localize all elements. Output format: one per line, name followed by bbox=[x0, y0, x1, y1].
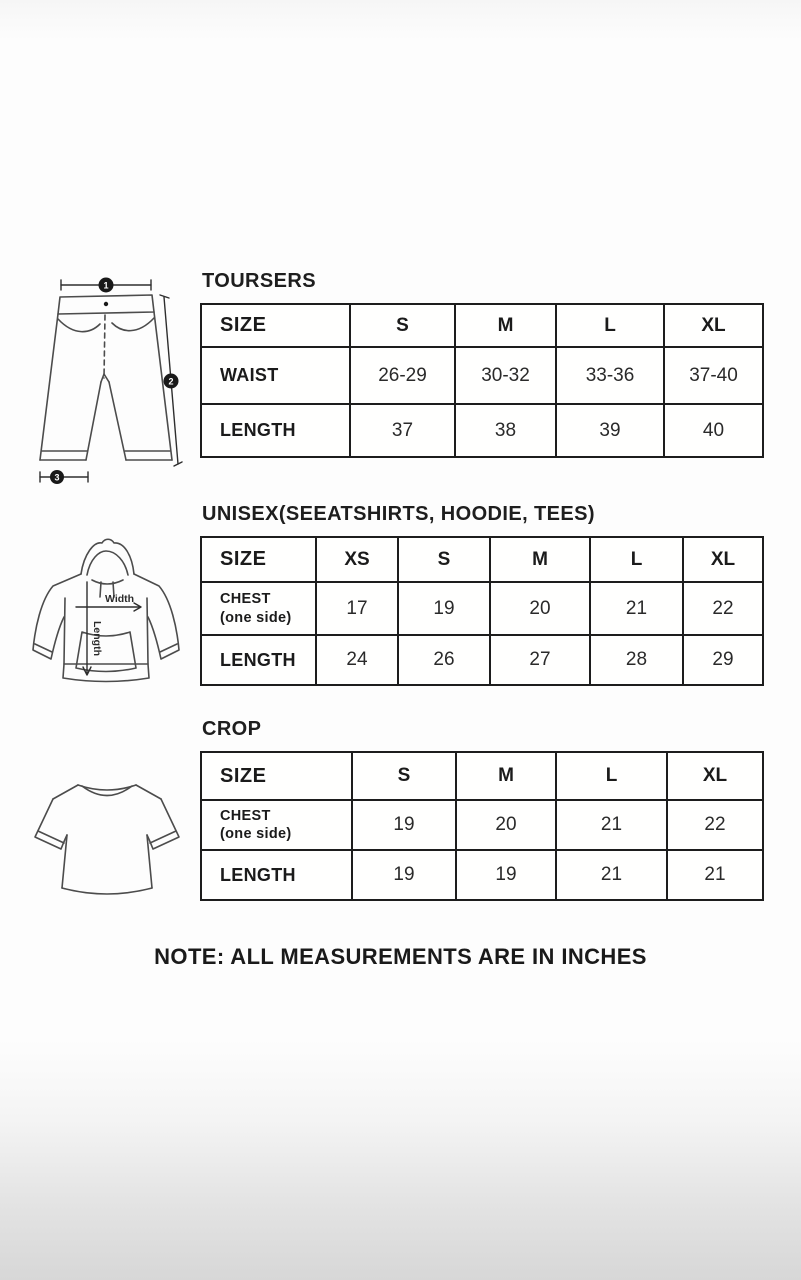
length-xl: 21 bbox=[667, 850, 763, 900]
crop-length-row bbox=[201, 850, 763, 900]
right-cuff-line bbox=[160, 644, 177, 652]
left-pocket-curve bbox=[58, 319, 100, 332]
right-cuff-roll bbox=[150, 831, 176, 843]
trousers-section-title: TOURSERS bbox=[202, 270, 316, 292]
right-shoulder bbox=[136, 785, 161, 799]
waist-l: 33-36 bbox=[556, 347, 664, 404]
row-label-length: LENGTH bbox=[201, 635, 316, 685]
chest-m: 20 bbox=[490, 582, 590, 635]
waist-m: 30-32 bbox=[455, 347, 556, 404]
header-xs: XS bbox=[316, 537, 398, 582]
right-pocket-curve bbox=[112, 318, 154, 331]
chest-xl: 22 bbox=[683, 582, 763, 635]
chest-xs: 17 bbox=[316, 582, 398, 635]
trousers-length-row bbox=[201, 404, 763, 457]
crop-header-row bbox=[201, 752, 763, 800]
hoodie-sketch bbox=[24, 528, 188, 694]
chest-m: 20 bbox=[456, 800, 556, 850]
marker-1-label: 1 bbox=[103, 280, 109, 291]
header-m: M bbox=[490, 537, 590, 582]
header-s: S bbox=[350, 304, 455, 347]
header-m: M bbox=[455, 304, 556, 347]
hem-curve bbox=[62, 888, 152, 894]
length-s: 26 bbox=[398, 635, 490, 685]
unisex-header-row bbox=[201, 537, 763, 582]
length-l: 39 bbox=[556, 404, 664, 457]
chest-l: 21 bbox=[590, 582, 683, 635]
kangaroo-pocket bbox=[76, 632, 136, 672]
unisex-length-row bbox=[201, 635, 763, 685]
chest-l: 21 bbox=[556, 800, 667, 850]
chest-label: CHEST bbox=[220, 807, 271, 824]
width-label: Width bbox=[105, 593, 135, 605]
row-label-length: LENGTH bbox=[201, 850, 352, 900]
unisex-section-title: UNISEX(SEEATSHIRTS, HOODIE, TEES) bbox=[202, 503, 595, 525]
row-label-chest bbox=[201, 800, 352, 850]
header-xl: XL bbox=[664, 304, 763, 347]
trousers-sketch bbox=[30, 274, 186, 492]
length-s: 19 bbox=[352, 850, 456, 900]
trousers-header-row bbox=[201, 304, 763, 347]
header-xl: XL bbox=[667, 752, 763, 800]
length-xl: 40 bbox=[664, 404, 763, 457]
left-leg-inner bbox=[86, 382, 101, 460]
waist-xl: 37-40 bbox=[664, 347, 763, 404]
body-left-side bbox=[64, 598, 65, 664]
unisex-size-table bbox=[200, 536, 764, 686]
length-m: 38 bbox=[455, 404, 556, 457]
length-m: 27 bbox=[490, 635, 590, 685]
chest-s: 19 bbox=[398, 582, 490, 635]
fly-stitch-line bbox=[104, 315, 105, 378]
length-s: 37 bbox=[350, 404, 455, 457]
length-xl: 29 bbox=[683, 635, 763, 685]
length-l: 28 bbox=[590, 635, 683, 685]
right-hem bbox=[125, 451, 172, 460]
marker-2-label: 2 bbox=[168, 376, 174, 387]
hood-inner-line bbox=[87, 551, 128, 575]
header-m: M bbox=[456, 752, 556, 800]
crotch-seam bbox=[101, 374, 109, 382]
crop-section-title: CROP bbox=[202, 718, 262, 740]
row-label-chest bbox=[201, 582, 316, 635]
row-label-length: LENGTH bbox=[201, 404, 350, 457]
crop-chest-row bbox=[201, 800, 763, 850]
header-l: L bbox=[590, 537, 683, 582]
header-xl: XL bbox=[683, 537, 763, 582]
left-cuff-line bbox=[35, 644, 52, 652]
header-size: SIZE bbox=[201, 304, 350, 347]
length-label: Length bbox=[91, 621, 103, 656]
row-label-waist: WAIST bbox=[201, 347, 350, 404]
chest-sublabel: (one side) bbox=[220, 609, 292, 626]
header-s: S bbox=[398, 537, 490, 582]
right-leg-inner bbox=[109, 382, 126, 460]
chest-s: 19 bbox=[352, 800, 456, 850]
left-hem bbox=[40, 451, 87, 460]
left-cuff-roll bbox=[38, 831, 64, 843]
left-leg-outer bbox=[40, 314, 58, 460]
chest-sublabel: (one side) bbox=[220, 826, 292, 842]
length-l: 21 bbox=[556, 850, 667, 900]
crop-size-table bbox=[200, 751, 764, 901]
header-s: S bbox=[352, 752, 456, 800]
unisex-chest-row bbox=[201, 582, 763, 635]
crop-top-sketch bbox=[20, 758, 194, 916]
marker-3-label: 3 bbox=[54, 472, 60, 483]
waist-s: 26-29 bbox=[350, 347, 455, 404]
chest-xl: 22 bbox=[667, 800, 763, 850]
neck-opening bbox=[92, 580, 123, 584]
header-size: SIZE bbox=[201, 752, 352, 800]
button-dot bbox=[104, 302, 108, 306]
length-xs: 24 bbox=[316, 635, 398, 685]
body-right-side bbox=[147, 598, 148, 664]
length-m: 19 bbox=[456, 850, 556, 900]
trousers-waist-row bbox=[201, 347, 763, 404]
header-l: L bbox=[556, 752, 667, 800]
left-shoulder bbox=[53, 785, 78, 799]
header-l: L bbox=[556, 304, 664, 347]
chest-label: CHEST bbox=[220, 591, 271, 608]
trousers-size-table bbox=[200, 303, 764, 458]
measurements-note: NOTE: ALL MEASUREMENTS ARE IN INCHES bbox=[154, 944, 647, 969]
header-size: SIZE bbox=[201, 537, 316, 582]
